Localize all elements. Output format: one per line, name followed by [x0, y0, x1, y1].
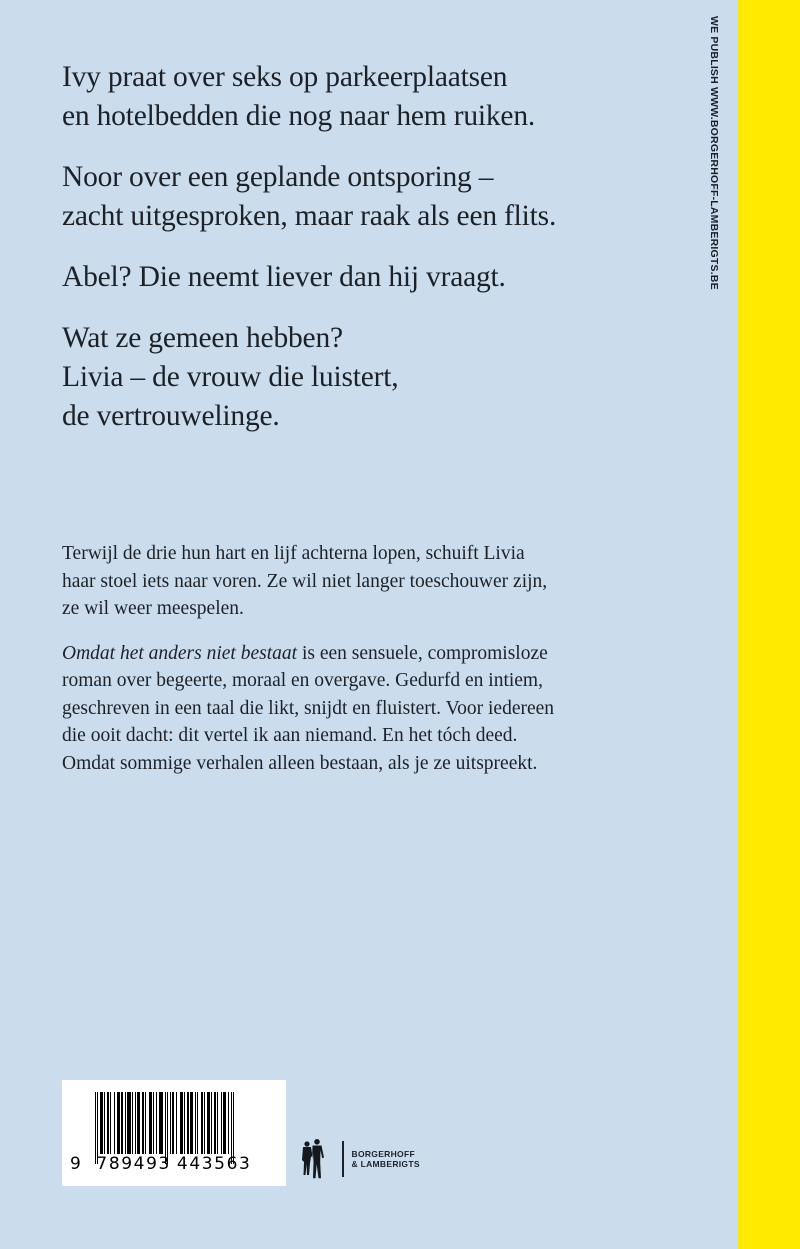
description-text — [62, 540, 702, 794]
blurb-paragraph-noor — [62, 158, 702, 236]
description-line: Terwijl de drie hun hart en lijf achterna lopen, schuift Livia — [62, 543, 525, 564]
blurb-line: Abel? Die neemt liever dan hij vraagt. — [62, 261, 506, 293]
blurb-paragraph-ivy — [62, 58, 702, 136]
publisher-name-line-1: BORGERHOFF — [351, 1149, 415, 1159]
description-line-rest: is een sensuele, compromisloze — [297, 642, 548, 664]
blurb-line: Livia – de vrouw die luistert, — [62, 361, 399, 393]
description-line: die ooit dacht: dit vertel ik aan niemand. En het tóch deed. — [62, 725, 518, 746]
publisher-logo — [298, 1138, 420, 1180]
logo-divider — [342, 1141, 344, 1177]
walking-figures-icon — [298, 1138, 334, 1180]
yellow-edge-strip — [737, 0, 800, 1249]
blurb-paragraph-abel — [62, 258, 702, 297]
description-line: Omdat sommige verhalen alleen bestaan, als je ze uitspreekt. — [62, 752, 538, 774]
description-paragraph-1 — [62, 540, 702, 623]
description-paragraph-2 — [62, 640, 702, 778]
book-title-italic: Omdat het anders niet bestaat — [62, 642, 298, 664]
description-line: haar stoel iets naar voren. Ze wil niet langer toeschouwer zijn, — [62, 570, 548, 592]
publisher-name — [352, 1149, 420, 1169]
publisher-url-vertical: WE PUBLISH WWW.BORGERHOFF-LAMBERIGTS.BE — [708, 16, 720, 290]
blurb-lead — [62, 58, 702, 458]
isbn-group-1: 789493 — [96, 1154, 171, 1174]
isbn-barcode — [62, 1080, 286, 1186]
blurb-line: zacht uitgesproken, maar raak als een flits. — [62, 200, 557, 232]
isbn-group-2: 443563 — [176, 1154, 252, 1174]
blurb-line: Noor over een geplande ontsporing – — [62, 161, 494, 193]
blurb-paragraph-livia — [62, 319, 702, 436]
blurb-line: en hotelbedden die nog naar hem ruiken. — [62, 100, 536, 132]
blurb-line: de vertrouwelinge. — [62, 400, 280, 432]
isbn-prefix-digit: 9 — [70, 1154, 83, 1174]
description-line — [62, 640, 702, 668]
blurb-line: Ivy praat over seks op parkeerplaatsen — [62, 61, 508, 93]
description-line: roman over begeerte, moraal en overgave. Gedurfd en intiem, — [62, 670, 543, 691]
isbn-number — [70, 1154, 251, 1174]
description-line: ze wil weer meespelen. — [62, 598, 244, 619]
description-line: geschreven in een taal die likt, snijdt en fluistert. Voor iedereen — [62, 697, 555, 719]
publisher-name-line-2: & LAMBERIGTS — [351, 1159, 420, 1169]
blurb-line: Wat ze gemeen hebben? — [62, 322, 343, 354]
